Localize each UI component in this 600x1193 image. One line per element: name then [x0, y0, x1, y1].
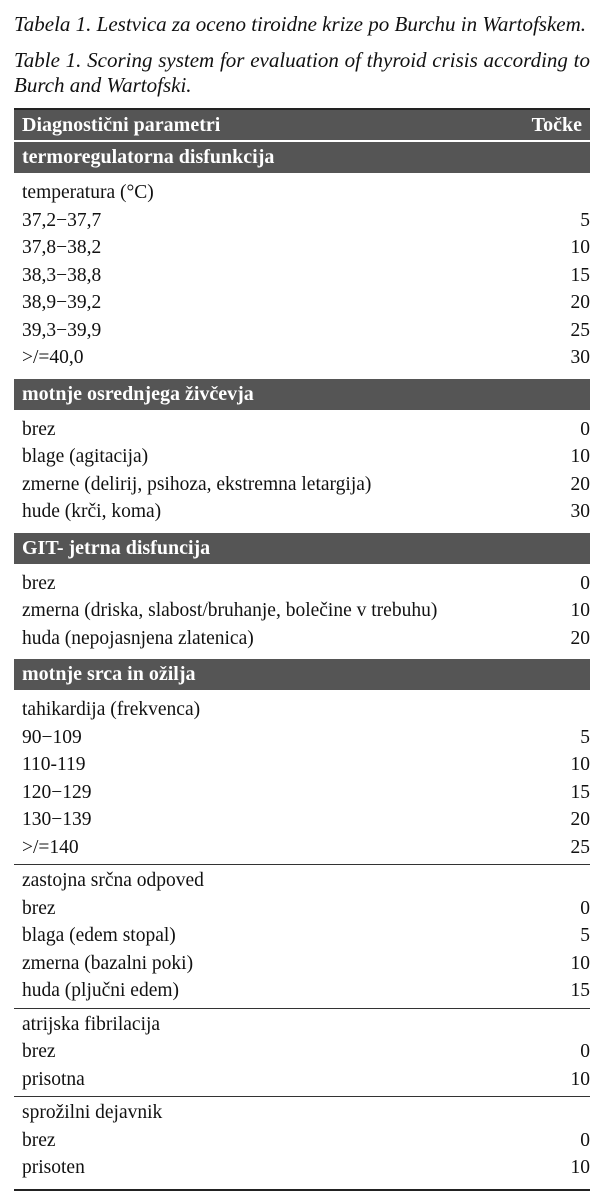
section-body [14, 564, 590, 660]
group-subtitle: tahikardija (frekvenca) [22, 699, 201, 720]
table-row [14, 570, 590, 598]
table-row [14, 1154, 590, 1182]
row-label: 90−109 [22, 726, 82, 748]
row-label: brez [22, 897, 56, 919]
row-label: 110-119 [22, 754, 86, 775]
row-label: huda (nepojasnjena zlatenica) [22, 627, 254, 649]
row-group [14, 177, 590, 375]
row-label: 37,8−38,2 [22, 237, 102, 258]
row-group [14, 1096, 590, 1185]
row-label: >/=140 [22, 836, 79, 858]
row-label: zmerna (driska, slabost/bruhanje, bolečine v trebuhu) [22, 600, 438, 621]
row-points: 15 [570, 980, 590, 1001]
row-label: >/=40,0 [22, 347, 84, 368]
row-points: 25 [570, 836, 590, 858]
row-points: 20 [570, 809, 590, 830]
row-points: 10 [570, 1157, 590, 1178]
table-row [14, 597, 590, 625]
row-label: hude (krči, koma) [22, 501, 162, 522]
row-label: blaga (edem stopal) [22, 925, 176, 946]
table-row [14, 1066, 590, 1094]
section-body [14, 690, 590, 1189]
row-points: 30 [570, 347, 590, 368]
caption-slovene: Tabela 1. Lestvica za oceno tiroidne krize po Burchu in Wartofskem. [14, 12, 587, 36]
section-header: termoregulatorna disfunkcija [14, 142, 590, 173]
row-label: prisotna [22, 1068, 85, 1090]
table-row [14, 922, 590, 950]
row-group [14, 568, 590, 656]
row-label: huda (pljučni edem) [22, 980, 180, 1001]
row-points: 20 [570, 473, 590, 495]
table-row [14, 498, 590, 526]
table-row [14, 262, 590, 290]
table-row [14, 289, 590, 317]
table-body [14, 142, 590, 1189]
row-label: brez [22, 418, 56, 440]
table-row [14, 234, 590, 262]
table-row [14, 806, 590, 834]
table-row [14, 471, 590, 499]
row-points: 0 [580, 418, 590, 440]
row-label: brez [22, 1129, 56, 1151]
row-points: 0 [580, 1129, 590, 1151]
row-label: 120−129 [22, 781, 92, 803]
row-points: 5 [580, 925, 590, 946]
row-group [14, 694, 590, 864]
row-label: blage (agitacija) [22, 446, 149, 467]
table-row [14, 344, 590, 372]
caption-english: Table 1. Scoring system for evaluation of thyroid crisis according to Burch and Wartofski. [14, 48, 590, 97]
section-body [14, 173, 590, 379]
table-row [14, 977, 590, 1005]
row-points: 10 [570, 952, 590, 974]
table-row [14, 1127, 590, 1155]
table-row [14, 895, 590, 923]
group-subtitle: zastojna srčna odpoved [22, 870, 204, 891]
row-label: 38,3−38,8 [22, 264, 102, 286]
row-points: 20 [570, 292, 590, 313]
row-points: 20 [570, 627, 590, 649]
row-points: 10 [570, 237, 590, 258]
table-row [14, 751, 590, 779]
header-points: Točke [531, 114, 582, 136]
row-points: 5 [580, 209, 590, 231]
section-header: motnje osrednjega živčevja [14, 379, 590, 410]
row-label: zmerne (delirij, psihoza, ekstremna letargija) [22, 473, 372, 495]
group-subtitle: sprožilni dejavnik [22, 1102, 163, 1123]
table-row [14, 950, 590, 978]
row-label: brez [22, 572, 56, 594]
row-points: 10 [570, 600, 590, 621]
row-points: 30 [570, 501, 590, 522]
table-row [14, 779, 590, 807]
row-group [14, 414, 590, 529]
row-points: 5 [580, 726, 590, 748]
row-group [14, 1008, 590, 1097]
row-points: 0 [580, 572, 590, 594]
table-row [14, 443, 590, 471]
row-points: 0 [580, 897, 590, 919]
scoring-table [14, 108, 590, 1191]
row-label: 37,2−37,7 [22, 209, 102, 231]
table-row [14, 317, 590, 345]
row-label: 39,3−39,9 [22, 319, 102, 341]
row-points: 25 [570, 319, 590, 341]
group-subtitle: atrijska fibrilacija [22, 1013, 161, 1035]
section-body [14, 410, 590, 533]
table-row [14, 1038, 590, 1066]
group-subtitle: temperatura (°C) [22, 182, 154, 203]
row-label: 130−139 [22, 809, 92, 830]
row-points: 0 [580, 1041, 590, 1062]
row-points: 10 [570, 754, 590, 775]
section-header: motnje srca in ožilja [14, 659, 590, 690]
row-points: 10 [570, 446, 590, 467]
row-points: 10 [570, 1068, 590, 1090]
row-label: 38,9−39,2 [22, 292, 102, 313]
table-row [14, 834, 590, 862]
row-label: prisoten [22, 1157, 85, 1178]
row-points: 15 [570, 264, 590, 286]
table-row [14, 625, 590, 653]
table-row [14, 416, 590, 444]
row-label: brez [22, 1041, 56, 1062]
header-parameters: Diagnostični parametri [22, 114, 221, 136]
table-header-row [14, 110, 590, 142]
row-group [14, 864, 590, 1008]
row-label: zmerna (bazalni poki) [22, 952, 194, 974]
table-row [14, 207, 590, 235]
table-row [14, 724, 590, 752]
row-points: 15 [570, 781, 590, 803]
section-header: GIT- jetrna disfuncija [14, 533, 590, 564]
